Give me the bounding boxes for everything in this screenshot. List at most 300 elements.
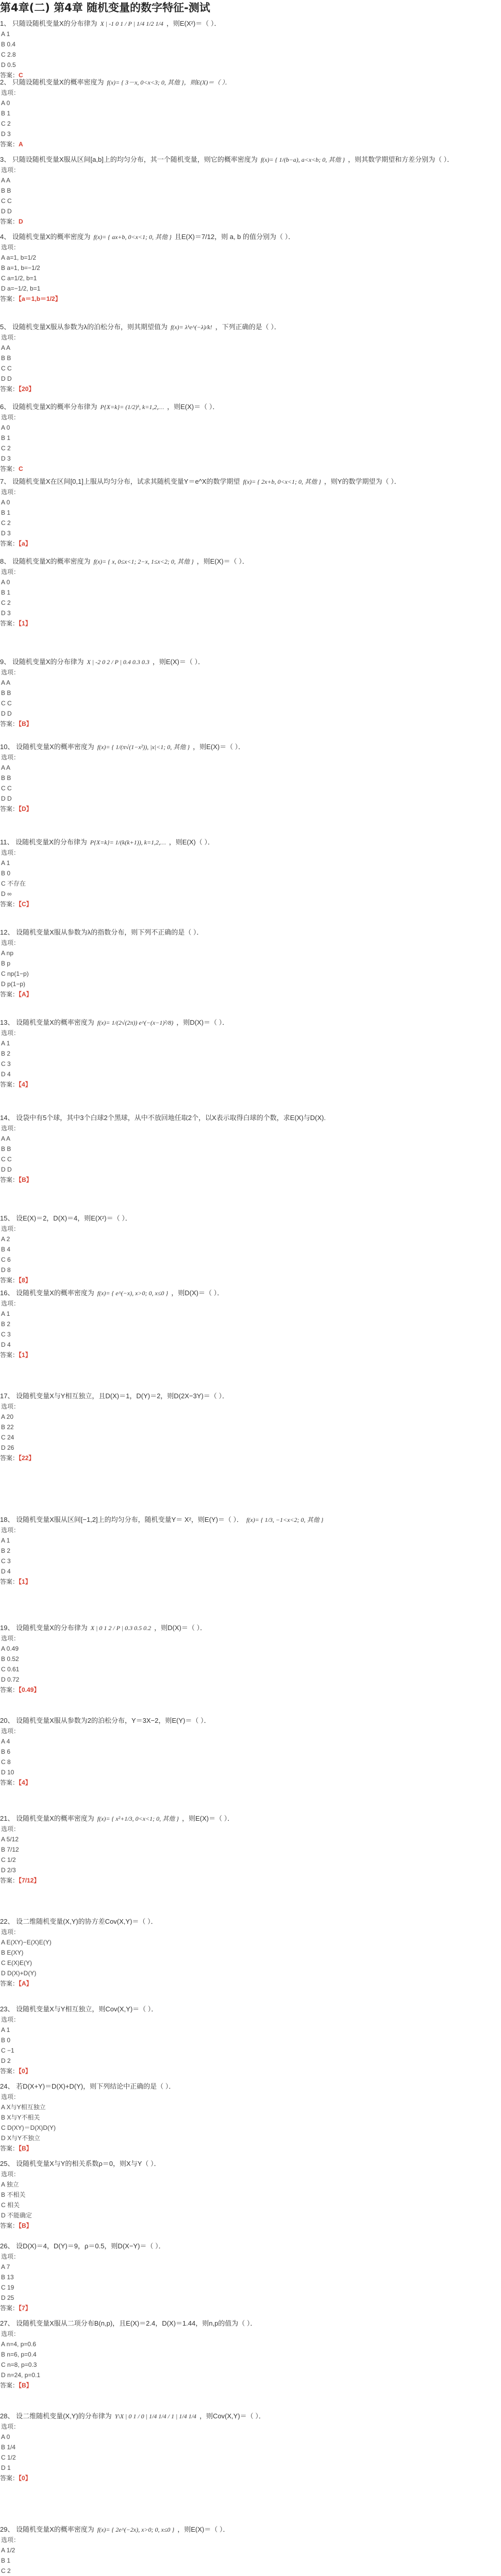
option-item: 选项： xyxy=(1,1527,20,1534)
option-item: A 0 xyxy=(1,424,10,431)
option-item: A A xyxy=(1,177,11,184)
question-tail: ，则E(X)＝（ ）． xyxy=(181,1815,235,1822)
question-formula: X | -1 0 1 / P | 1/4 1/2 1/4 xyxy=(100,20,163,27)
answer-label: 答案： xyxy=(0,1277,19,1284)
option-item: 选项： xyxy=(1,939,20,946)
option-list xyxy=(1,1298,501,1350)
option-item: 选项： xyxy=(1,2093,20,2100)
question-text: 21、 设随机变量X的概率密度为 xyxy=(0,1815,94,1822)
option-item: C 1/2 xyxy=(1,1856,16,1863)
question-stem xyxy=(0,77,501,88)
option-list xyxy=(1,848,501,899)
answer-value: 【22】 xyxy=(19,1454,35,1462)
option-item: B E(XY) xyxy=(1,1949,24,1956)
question-stem xyxy=(0,1018,501,1028)
option-item: A X与Y相互独立 xyxy=(1,2104,46,2111)
option-list xyxy=(1,487,501,538)
question-item xyxy=(0,1515,501,1587)
option-item: C 6 xyxy=(1,1256,11,1263)
question-item xyxy=(0,1391,501,1463)
answer-label: 答案： xyxy=(0,1686,19,1693)
option-list xyxy=(1,2535,501,2576)
option-item: A 0 xyxy=(1,579,10,586)
option-item: B 7/12 xyxy=(1,1846,19,1853)
question-formula: f(x)= { 2e^(−2x), x>0; 0, x≤0 } xyxy=(97,2526,175,2533)
option-item: 选项： xyxy=(1,2536,20,2544)
option-item: B 0 xyxy=(1,2037,11,2044)
option-item: D 不能确定 xyxy=(1,2212,32,2219)
answer-line xyxy=(0,1453,501,1463)
answer-label: 答案： xyxy=(0,385,19,393)
option-item: 选项： xyxy=(1,669,20,676)
answer-label: 答案： xyxy=(0,465,19,472)
option-list xyxy=(1,1824,501,1875)
question-item xyxy=(0,2159,501,2231)
answer-value: 【20】 xyxy=(19,385,35,393)
answer-label: 答案： xyxy=(0,1779,19,1786)
option-item: C 2 xyxy=(1,2567,11,2574)
option-item: D 25 xyxy=(1,2294,14,2301)
answer-label: 答案： xyxy=(0,1578,19,1585)
question-item xyxy=(0,1716,501,1788)
question-text: 6、 设随机变量X的概率分布律为 xyxy=(0,403,97,411)
question-formula: f(x)= { 1/(b−a), a<x<b; 0, 其他 } xyxy=(260,156,345,163)
option-item: A n=4, p=0.6 xyxy=(1,2341,37,2348)
answer-value: 【1】 xyxy=(19,1351,31,1359)
question-item xyxy=(0,657,501,729)
option-item: 选项： xyxy=(1,166,20,174)
question-item xyxy=(0,556,501,629)
question-stem xyxy=(0,837,501,848)
option-item: C 8 xyxy=(1,1758,11,1766)
option-item: D 3 xyxy=(1,130,11,138)
answer-value: 【B】 xyxy=(19,2222,32,2229)
question-item xyxy=(0,19,501,80)
option-item: C 19 xyxy=(1,2284,14,2291)
question-stem xyxy=(0,1814,501,1824)
option-item: 选项： xyxy=(1,2423,20,2430)
question-text: 10、 设随机变量X的概率密度为 xyxy=(0,743,94,751)
question-text: 29、 设随机变量X的概率密度为 xyxy=(0,2526,94,2533)
question-item xyxy=(0,2241,501,2313)
answer-label: 答案： xyxy=(0,1176,19,1183)
option-item: D p(1−p) xyxy=(1,980,26,988)
option-item: B 22 xyxy=(1,1423,14,1431)
option-item: 选项： xyxy=(1,2016,20,2023)
option-list xyxy=(1,332,501,384)
question-tail: ，则其数学期望和方差分别为（ ）． xyxy=(348,156,454,163)
question-tail: ，则E(X²)＝（ ）． xyxy=(166,20,221,27)
question-formula: P{X=k}= 1/(k(k+1)), k=1,2,… xyxy=(90,839,166,846)
question-formula: f(x)= 1/(2√(2π)) e^(−(x−1)²/8) xyxy=(97,1019,174,1026)
option-list xyxy=(1,1401,501,1453)
question-stem xyxy=(0,1391,501,1401)
option-list xyxy=(1,1224,501,1275)
option-item: C D(XY)＝D(X)D(Y) xyxy=(1,2124,56,2131)
option-item: 选项： xyxy=(1,1125,20,1132)
answer-line xyxy=(0,2066,501,2076)
question-text: 2、 只随设随机变量X的概率密度为 xyxy=(0,78,104,86)
option-item: D 4 xyxy=(1,1568,11,1575)
option-item: C np(1−p) xyxy=(1,970,29,977)
option-item: C 0.61 xyxy=(1,1666,20,1673)
option-list xyxy=(1,938,501,989)
option-item: D 0.72 xyxy=(1,1676,20,1683)
option-item: A 7 xyxy=(1,2263,10,2270)
answer-value: 【4】 xyxy=(19,1081,31,1088)
option-item: B 1/4 xyxy=(1,2444,16,2451)
option-item: D 26 xyxy=(1,1444,14,1451)
option-item: D X与Y不独立 xyxy=(1,2134,41,2142)
answer-value: 【7/12】 xyxy=(19,1877,40,1884)
option-item: C 2 xyxy=(1,599,11,606)
question-item xyxy=(0,1917,501,1989)
question-item xyxy=(0,837,501,909)
question-text: 22、 设二维随机变量(X,Y)的协方差Cov(X,Y)＝（ ）． xyxy=(0,1918,158,1925)
option-item: D D xyxy=(1,1166,12,1173)
option-item: 选项： xyxy=(1,568,20,575)
option-item: 选项： xyxy=(1,1825,20,1833)
option-item: B 2 xyxy=(1,1320,11,1328)
option-item: 选项： xyxy=(1,2330,20,2337)
option-item: A 1 xyxy=(1,859,10,867)
question-item xyxy=(0,232,501,304)
option-item: B B xyxy=(1,774,11,782)
answer-label: 答案： xyxy=(0,1980,19,1987)
question-stem xyxy=(0,2081,501,2092)
answer-line xyxy=(0,216,501,227)
question-stem xyxy=(0,2241,501,2251)
answer-label: 答案： xyxy=(0,991,19,998)
option-list xyxy=(1,1525,501,1577)
option-item: D D xyxy=(1,375,12,382)
option-item: A E(XY)−E(X)E(Y) xyxy=(1,1939,52,1946)
question-item xyxy=(0,1213,501,1285)
answer-value: 【8】 xyxy=(19,1277,31,1284)
option-item: B p xyxy=(1,960,11,967)
option-item: B 1 xyxy=(1,110,11,117)
option-item: B B xyxy=(1,187,11,194)
option-item: 选项： xyxy=(1,1300,20,1307)
question-text: 18、 设随机变量X服从区间[−1,2]上的均匀分布，随机变量Y＝ X²，则E(Y)＝（ ）． xyxy=(0,1516,244,1523)
question-tail: ，则E(X)＝（ ）． xyxy=(193,743,245,751)
question-text: 8、 设随机变量X的概率密度为 xyxy=(0,557,91,565)
option-list xyxy=(1,29,501,70)
option-item: C C xyxy=(1,700,12,707)
answer-label: 答案： xyxy=(0,540,19,547)
option-item: D D xyxy=(1,208,12,215)
answer-value: 【A】 xyxy=(19,991,32,998)
question-text: 27、 设随机变量X服从二项分布B(n,p)，且E(X)＝2.4，D(X)＝1.44，则n,p的值为（ ）． xyxy=(0,2319,257,2327)
answer-line xyxy=(0,294,501,304)
question-text: 26、 设D(X)＝4，D(Y)＝9，ρ＝0.5，则D(X−Y)＝（ ）． xyxy=(0,2242,165,2250)
question-text: 17、 设随机变量X与Y相互独立，且D(X)＝1，D(Y)＝2，则D(2X−3Y)＝（ ）． xyxy=(0,1392,229,1400)
answer-line xyxy=(0,2143,501,2154)
answer-label: 答案： xyxy=(0,2382,19,2389)
question-item xyxy=(0,2411,501,2483)
answer-line xyxy=(0,618,501,629)
option-item: C 3 xyxy=(1,1557,11,1565)
question-formula: f(x)= { 3－x, 0<x<3; 0, 其他 }，则E(X)＝（ ）． xyxy=(107,79,231,86)
question-formula: f(x)= { e^(−x), x>0; 0, x≤0 } xyxy=(97,1290,169,1297)
option-item: 选项： xyxy=(1,1928,20,1936)
question-item xyxy=(0,155,501,227)
option-item: C E(X)E(Y) xyxy=(1,1959,32,1967)
answer-line xyxy=(0,464,501,474)
question-tail: ，则E(X)（ ）． xyxy=(169,838,214,846)
question-stem xyxy=(0,1515,501,1525)
option-item: B 1 xyxy=(1,2557,11,2564)
answer-value: 【1】 xyxy=(19,1578,31,1585)
option-list xyxy=(1,667,501,719)
option-item: C 24 xyxy=(1,1434,14,1441)
question-stem xyxy=(0,1623,501,1633)
option-item: C 不存在 xyxy=(1,880,26,887)
option-item: C 相关 xyxy=(1,2201,20,2209)
option-item: 选项： xyxy=(1,244,20,251)
answer-value: 【C】 xyxy=(19,901,32,908)
answer-line xyxy=(0,1577,501,1587)
answer-line xyxy=(0,1079,501,1090)
option-item: D 3 xyxy=(1,609,11,617)
answer-value: 【0】 xyxy=(19,2475,31,2482)
question-stem xyxy=(0,402,501,412)
question-item xyxy=(0,77,501,149)
option-item: A 0.49 xyxy=(1,1645,19,1652)
question-item xyxy=(0,1623,501,1695)
question-stem xyxy=(0,477,501,487)
option-item: C n=8, p=0.3 xyxy=(1,2361,37,2368)
option-list xyxy=(1,2092,501,2143)
option-item: 选项： xyxy=(1,849,20,856)
option-item: B 0.52 xyxy=(1,1655,19,1663)
question-tail: ，则D(X)＝（ ）． xyxy=(171,1289,224,1297)
answer-label: 答案： xyxy=(0,805,19,812)
option-item: 选项： xyxy=(1,488,20,496)
question-item xyxy=(0,2004,501,2076)
option-item: C 2 xyxy=(1,445,11,452)
question-text: 14、 设袋中有5个球，其中3个白球2个黑球，从中不放回地任取2个，以X表示取得白球的个数，求E(X)与D(X). xyxy=(0,1114,326,1122)
answer-value: 【A】 xyxy=(19,1980,32,1987)
question-tail: ，下列正确的是（ ）． xyxy=(215,323,281,331)
option-item: A 1 xyxy=(1,30,10,38)
option-list xyxy=(1,165,501,216)
option-item: 选项： xyxy=(1,1029,20,1037)
question-item xyxy=(0,1113,501,1185)
option-item: A 1 xyxy=(1,1040,10,1047)
question-stem xyxy=(0,19,501,29)
question-tail: ，则D(X)＝（ ）． xyxy=(154,1624,207,1632)
page-title: 第4章(二) 第4章 随机变量的数字特征-测试 xyxy=(0,2,210,14)
option-item: D 8 xyxy=(1,1266,11,1274)
option-list xyxy=(1,1633,501,1685)
option-list xyxy=(1,1028,501,1079)
option-item: C 3 xyxy=(1,1060,11,1067)
option-item: B 6 xyxy=(1,1748,11,1755)
question-text: 11、 设随机变量X的分布律为 xyxy=(0,838,87,846)
option-item: D 0.5 xyxy=(1,61,16,69)
question-text: 28、 设二维随机变量(X,Y)的分布律为 xyxy=(0,2412,112,2420)
option-item: 选项： xyxy=(1,414,20,421)
answer-line xyxy=(0,384,501,394)
option-item: D D xyxy=(1,710,12,717)
answer-value: 【a】 xyxy=(19,540,31,547)
option-item: B B xyxy=(1,1145,11,1153)
answer-value: 【B】 xyxy=(19,720,32,727)
option-item: A 0 xyxy=(1,2433,10,2441)
question-stem xyxy=(0,1716,501,1726)
question-item xyxy=(0,477,501,549)
question-text: 13、 设随机变量X的概率密度为 xyxy=(0,1019,94,1026)
question-formula: Y\X | 0 1 / 0 | 1/4 1/4 / 1 | 1/4 1/4 xyxy=(114,2413,196,2420)
answer-label: 答案： xyxy=(0,1351,19,1359)
option-item: C C xyxy=(1,365,12,372)
answer-label: 答案： xyxy=(0,1454,19,1462)
answer-label: 答案： xyxy=(0,1877,19,1884)
option-item: A a=1, b=1/2 xyxy=(1,254,37,261)
answer-value: D xyxy=(19,218,23,225)
option-item: B 1 xyxy=(1,434,11,442)
option-item: B 13 xyxy=(1,2274,14,2281)
answer-line xyxy=(0,2380,501,2391)
option-item: 选项： xyxy=(1,754,20,761)
answer-line xyxy=(0,989,501,999)
option-item: D D(X)+D(Y) xyxy=(1,1970,37,1977)
option-list xyxy=(1,1123,501,1175)
option-item: 选项： xyxy=(1,1225,20,1232)
option-item: D 1 xyxy=(1,2464,11,2471)
question-formula: f(x)= { 1/3, −1<x<2; 0, 其他 } xyxy=(246,1516,324,1523)
option-item: C C xyxy=(1,785,12,792)
question-stem xyxy=(0,556,501,567)
question-text: 16、 设随机变量X的概率密度为 xyxy=(0,1289,94,1297)
answer-line xyxy=(0,1275,501,1285)
question-text: 7、 设随机变量X在区间[0,1]上服从均匀分布，试求其随机变量Y＝e^X的数学期望 xyxy=(0,478,240,485)
question-text: 20、 设随机变量X服从参数为2的泊松分布，Y＝3X−2，则E(Y)＝（ ）． xyxy=(0,1717,211,1724)
answer-value: C xyxy=(19,465,23,472)
answer-value: 【B】 xyxy=(19,2145,32,2152)
question-stem xyxy=(0,2411,501,2421)
option-item: A 4 xyxy=(1,1738,10,1745)
question-stem xyxy=(0,1917,501,1927)
option-item: A 5/12 xyxy=(1,1836,19,1843)
question-tail: ，则D(X)＝（ ）． xyxy=(176,1019,229,1026)
option-item: A A xyxy=(1,764,11,771)
question-stem xyxy=(0,2159,501,2169)
question-tail: ，则E(X)＝（ ）． xyxy=(196,557,249,565)
answer-label: 答案： xyxy=(0,2145,19,2152)
option-item: 选项： xyxy=(1,2171,20,2178)
answer-value: 【B】 xyxy=(19,1176,32,1183)
answer-label: 答案： xyxy=(0,295,19,302)
answer-line xyxy=(0,139,501,149)
question-item xyxy=(0,1814,501,1886)
question-text: 15、 设E(X)＝2，D(X)＝4，则E(X²)＝（ ）． xyxy=(0,1214,132,1222)
option-item: D 10 xyxy=(1,1769,14,1776)
option-item: A 1/2 xyxy=(1,2547,15,2554)
question-tail: ，则E(X)＝（ ）． xyxy=(167,403,220,411)
question-stem xyxy=(0,927,501,938)
answer-line xyxy=(0,1777,501,1788)
question-text: 9、 设随机变量X的分布律为 xyxy=(0,658,84,666)
option-list xyxy=(1,2169,501,2221)
answer-line xyxy=(0,1350,501,1360)
question-stem xyxy=(0,1213,501,1224)
option-item: A A xyxy=(1,679,11,686)
option-item: B 4 xyxy=(1,1246,11,1253)
option-item: 选项： xyxy=(1,1635,20,1642)
option-item: D D xyxy=(1,795,12,802)
question-tail: ，则Y的数学期望为（ ）． xyxy=(324,478,401,485)
option-item: 选项： xyxy=(1,334,20,341)
answer-label: 答案： xyxy=(0,2067,19,2075)
option-item: B n=6, p=0.4 xyxy=(1,2351,37,2358)
question-formula: f(x)= { 1/(π√(1−x²)), |x|<1; 0, 其他 } xyxy=(97,743,190,751)
option-list xyxy=(1,2014,501,2066)
question-item xyxy=(0,2081,501,2154)
option-item: D 4 xyxy=(1,1341,11,1348)
option-item: 选项： xyxy=(1,2253,20,2260)
question-stem xyxy=(0,232,501,242)
question-item xyxy=(0,402,501,474)
option-item: B a=1, b=−1/2 xyxy=(1,264,40,272)
option-item: B 2 xyxy=(1,1050,11,1057)
question-formula: f(x)= { 2x+b, 0<x<1; 0, 其他 } xyxy=(243,478,321,485)
answer-line xyxy=(0,719,501,729)
question-text: 5、 设随机变量X服从参数为λ的泊松分布，则其期望值为 xyxy=(0,323,168,331)
option-item: A 20 xyxy=(1,1413,14,1420)
option-item: C a=1/2, b=1 xyxy=(1,275,37,282)
question-formula: f(x)= { ax+b, 0<x<1; 0, 其他 } xyxy=(93,233,172,241)
option-list xyxy=(1,2251,501,2303)
option-item: D 4 xyxy=(1,1071,11,1078)
option-item: B X与Y不相关 xyxy=(1,2114,40,2121)
option-item: D 3 xyxy=(1,530,11,537)
option-item: D 3 xyxy=(1,455,11,462)
answer-label: 答案： xyxy=(0,620,19,627)
answer-value: 【7】 xyxy=(19,2304,31,2312)
question-text: 4、 设随机变量X的概率密度为 xyxy=(0,233,91,241)
option-list xyxy=(1,567,501,618)
question-item xyxy=(0,322,501,394)
option-item: C 2 xyxy=(1,519,11,527)
question-text: 12、 设随机变量X服从参数为λ的指数分布，则下列不正确的是（ ）． xyxy=(0,928,204,936)
question-text: 23、 设随机变量X与Y相互独立，则Cov(X,Y)＝（ ）． xyxy=(0,2005,158,2013)
answer-line xyxy=(0,899,501,909)
answer-line xyxy=(0,538,501,549)
option-item: A 2 xyxy=(1,1235,10,1243)
question-formula: X | -2 0 2 / P | 0.4 0.3 0.3 xyxy=(87,658,149,666)
question-stem xyxy=(0,2318,501,2329)
question-stem xyxy=(0,742,501,752)
answer-value: 【1】 xyxy=(19,620,31,627)
option-item: B 2 xyxy=(1,1547,11,1554)
answer-label: 答案： xyxy=(0,901,19,908)
question-text: 3、 只随设随机变量X服从区间[a,b]上的均匀分布，其一个随机变量，则它的概率密度为 xyxy=(0,156,258,163)
option-item: C 2.8 xyxy=(1,51,16,58)
option-item: A 0 xyxy=(1,499,10,506)
question-item xyxy=(0,927,501,999)
question-formula: P{X=k}= (1/2)ᵏ, k=1,2,… xyxy=(100,403,164,411)
answer-value: 【B】 xyxy=(19,2382,32,2389)
question-formula: f(x)= { x²+1/3, 0<x<1; 0, 其他 } xyxy=(97,1815,179,1822)
question-stem xyxy=(0,2524,501,2535)
option-item: A 独立 xyxy=(1,2181,19,2188)
option-item: A 1 xyxy=(1,1310,10,1317)
question-tail: ，则Cov(X,Y)＝（ ）． xyxy=(199,2412,265,2420)
question-stem xyxy=(0,1113,501,1123)
option-item: C 3 xyxy=(1,1331,11,1338)
